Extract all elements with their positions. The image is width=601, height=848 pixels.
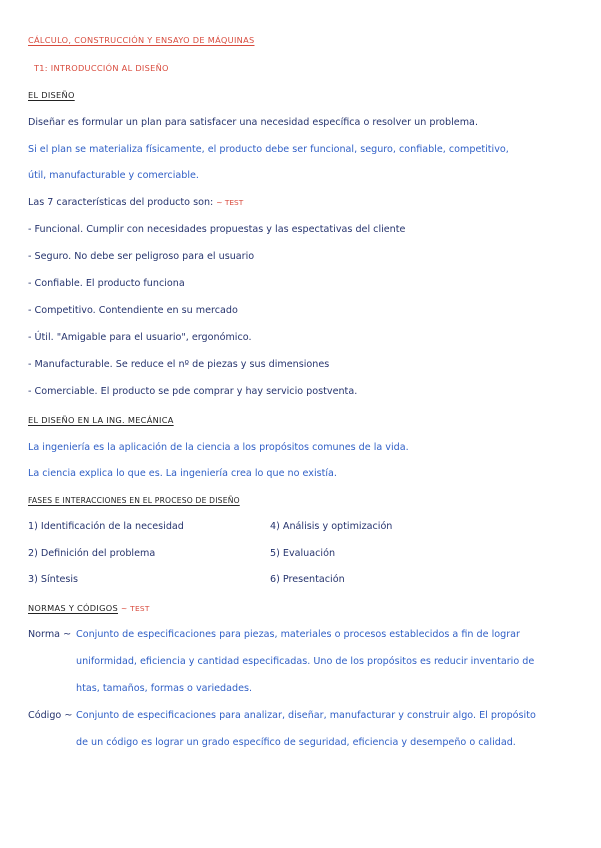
test-mark: ~ TEST <box>216 198 244 207</box>
ingenieria-line-1: La ingeniería es la aplicación de la ciencia a los propósitos comunes de la vida. <box>28 442 409 453</box>
diseno-line-1: Diseñar es formular un plan para satisfacer una necesidad específica o resolver un problema. <box>28 117 478 128</box>
norma-line-2: uniformidad, eficiencia y cantidad especificadas. Uno de los propósitos es reducir inventario de <box>76 656 535 667</box>
feature-item: - Útil. "Amigable para el usuario", ergonómico. <box>28 332 252 343</box>
section-heading-ingenieria: EL DISEÑO EN LA ING. MECÁNICA <box>28 415 174 425</box>
unit-title: T1: INTRODUCCIÓN AL DISEÑO <box>34 63 169 73</box>
phase-item: 4) Análisis y optimización <box>270 521 393 532</box>
feature-item: - Manufacturable. Se reduce el nº de piezas y sus dimensiones <box>28 359 330 370</box>
ingenieria-line-2: La ciencia explica lo que es. La ingeniería crea lo que no existía. <box>28 468 337 479</box>
codigo-label: Código ~ <box>28 710 73 721</box>
section-heading-fases: FASES E INTERACCIONES EN EL PROCESO DE DISEÑO <box>28 496 240 505</box>
diseno-line-3: útil, manufacturable y comerciable. <box>28 170 199 181</box>
phase-item: 5) Evaluación <box>270 548 336 559</box>
feature-item: - Seguro. No debe ser peligroso para el usuario <box>28 251 255 262</box>
section-heading-normas-row <box>28 601 150 616</box>
section-heading-normas: NORMAS Y CÓDIGOS <box>28 603 118 613</box>
course-title: CÁLCULO, CONSTRUCCIÓN Y ENSAYO DE MÁQUINAS <box>28 35 255 45</box>
phase-item: 2) Definición del problema <box>28 548 156 559</box>
feature-item: - Confiable. El producto funciona <box>28 278 185 289</box>
codigo-line-1: Conjunto de especificaciones para analizar, diseñar, manufacturar y construir algo. El propósito <box>76 710 536 721</box>
phase-item: 3) Síntesis <box>28 574 79 585</box>
diseno-line-4 <box>28 196 243 210</box>
codigo-line-2: de un código es lograr un grado específico de seguridad, eficiencia y desempeño o calidad. <box>76 737 516 748</box>
norma-line-3: htas, tamaños, formas o variedades. <box>76 683 253 694</box>
phase-item: 1) Identificación de la necesidad <box>28 521 184 532</box>
phase-item: 6) Presentación <box>270 574 345 585</box>
norma-line-1: Conjunto de especificaciones para piezas, materiales o procesos establecidos a fin de lograr <box>76 629 520 640</box>
test-mark: ~ TEST <box>121 604 150 613</box>
section-heading-diseno: EL DISEÑO <box>28 90 75 100</box>
diseno-line-2: Si el plan se materializa físicamente, el producto debe ser funcional, seguro, confiable, competitivo, <box>28 144 509 155</box>
feature-item: - Competitivo. Contendiente en su mercado <box>28 305 238 316</box>
feature-item-text: - Funcional. Cumplir con necesidades propuestas y las espectativas del cliente <box>28 224 406 235</box>
caracteristicas-intro: Las 7 características del producto son: <box>28 197 214 208</box>
norma-label: Norma ~ <box>28 629 72 640</box>
feature-item: - Comerciable. El producto se pde comprar y hay servicio postventa. <box>28 386 358 397</box>
feature-item <box>28 223 405 237</box>
